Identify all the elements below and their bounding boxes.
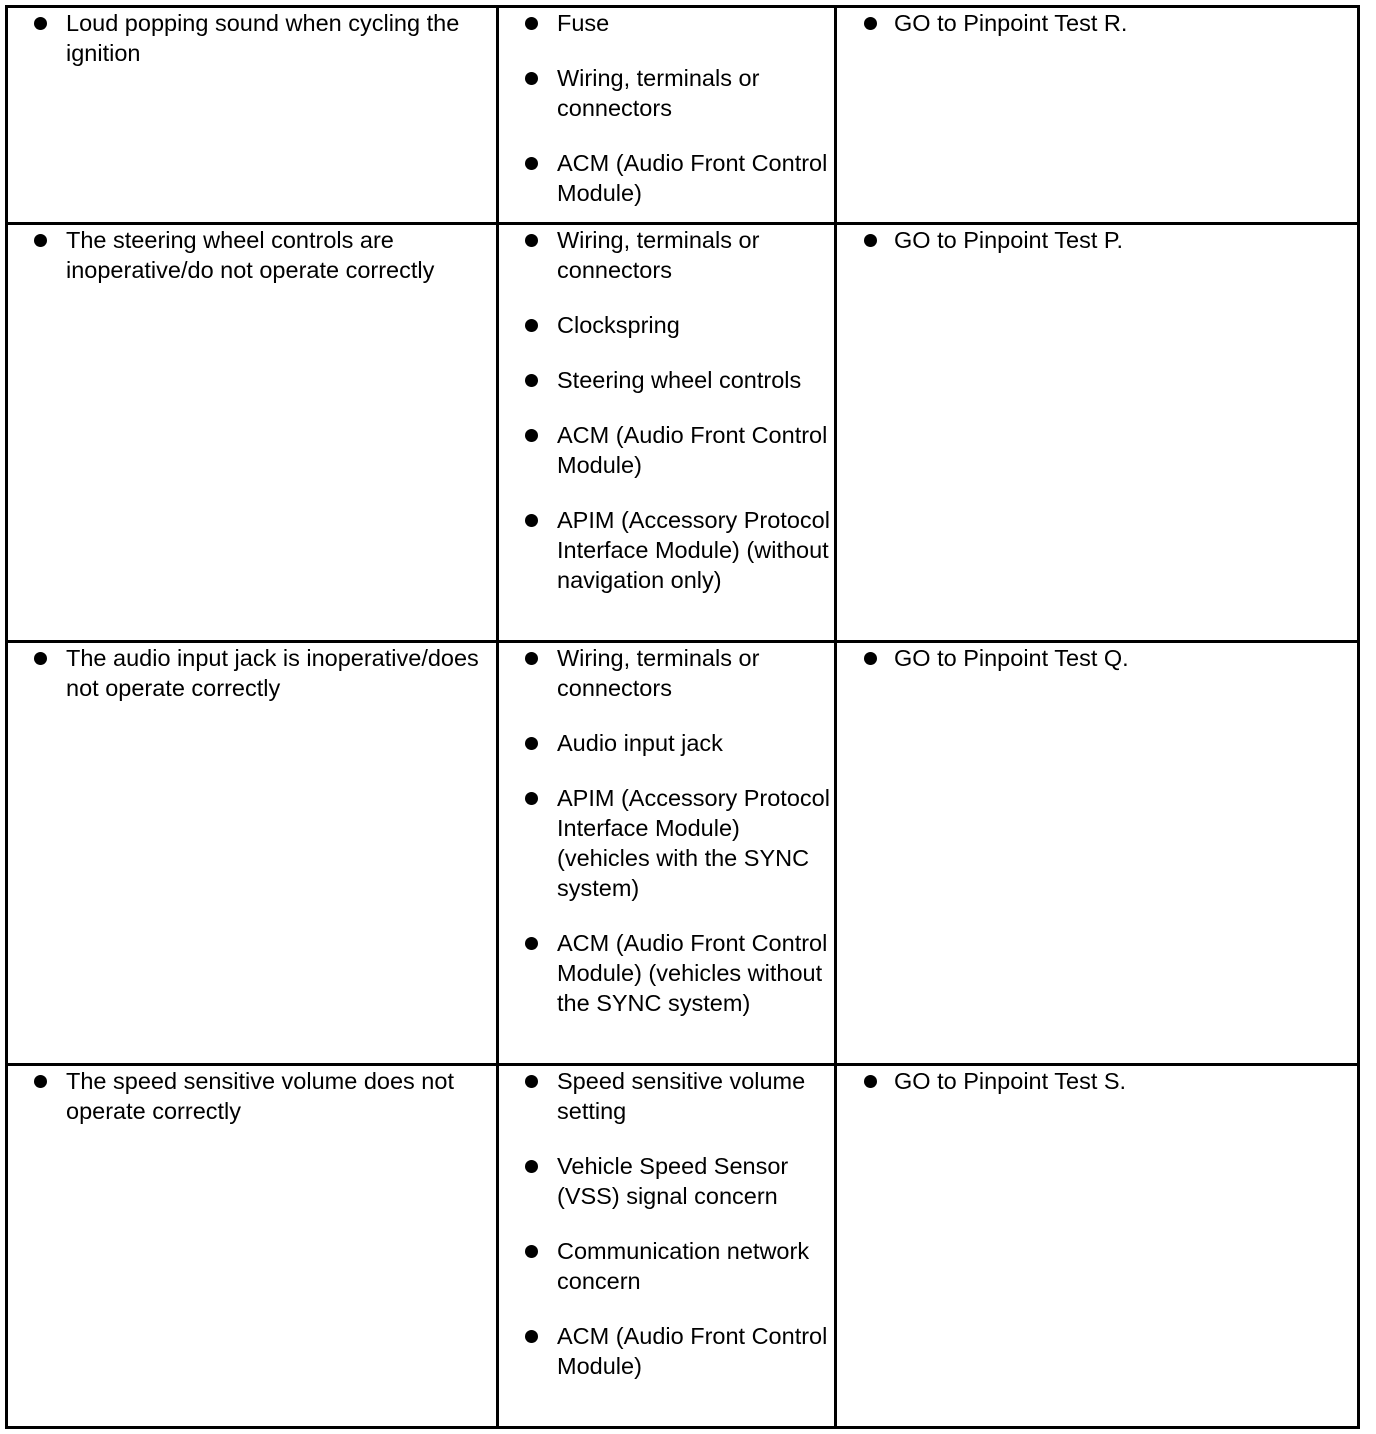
action-cell [836, 7, 1359, 224]
cause-text: ACM (Audio Front Control Module) [557, 1323, 828, 1379]
bullet-icon [525, 1160, 538, 1173]
bullet-icon [864, 1075, 877, 1088]
cause-text: Audio input jack [557, 730, 723, 756]
bullet-icon [525, 72, 538, 85]
bullet-icon [525, 1330, 538, 1343]
bullet-icon [525, 1245, 538, 1258]
cause-item [499, 1321, 834, 1381]
symptom-text: The audio input jack is inoperative/does not operate correctly [66, 645, 479, 701]
cause-text: Wiring, terminals or connectors [557, 227, 760, 283]
cause-item [499, 728, 834, 758]
cause-item [499, 1236, 834, 1296]
bullet-icon [525, 737, 538, 750]
bullet-icon [525, 157, 538, 170]
cause-text: Clockspring [557, 312, 680, 338]
action-cell [836, 1065, 1359, 1428]
cause-item [499, 225, 834, 285]
bullet-icon [525, 17, 538, 30]
cause-item [499, 8, 834, 38]
bullet-icon [34, 234, 47, 247]
bullet-icon [525, 234, 538, 247]
cause-text: Wiring, terminals or connectors [557, 65, 760, 121]
table-row [7, 1065, 1359, 1428]
bullet-icon [864, 234, 877, 247]
cause-cell [498, 224, 836, 642]
bullet-icon [525, 937, 538, 950]
bullet-icon [864, 652, 877, 665]
bullet-icon [525, 792, 538, 805]
table-row [7, 7, 1359, 224]
action-item [837, 225, 1357, 255]
cause-text: Communication network concern [557, 1238, 810, 1294]
cause-item [499, 148, 834, 208]
cause-cell [498, 1065, 836, 1428]
cause-item [499, 505, 834, 595]
cause-text: Wiring, terminals or connectors [557, 645, 760, 701]
symptom-cell [7, 1065, 498, 1428]
bullet-icon [525, 652, 538, 665]
cause-text: APIM (Accessory Protocol Interface Module) (without navigation only) [557, 507, 830, 593]
cause-item [499, 1066, 834, 1126]
cause-item [499, 783, 834, 903]
cause-cell [498, 642, 836, 1065]
bullet-icon [34, 1075, 47, 1088]
cause-cell [498, 7, 836, 224]
action-text: GO to Pinpoint Test P. [894, 227, 1124, 253]
bullet-icon [864, 17, 877, 30]
cause-item [499, 928, 834, 1018]
symptom-item [8, 225, 496, 285]
cause-item [499, 63, 834, 123]
symptom-text: The steering wheel controls are inoperative/do not operate correctly [66, 227, 435, 283]
action-cell [836, 224, 1359, 642]
cause-text: Fuse [557, 10, 610, 36]
symptom-cell [7, 224, 498, 642]
action-item [837, 8, 1357, 38]
bullet-icon [34, 17, 47, 30]
action-item [837, 1066, 1357, 1096]
action-text: GO to Pinpoint Test Q. [894, 645, 1129, 671]
cause-item [499, 1151, 834, 1211]
symptom-item [8, 643, 496, 703]
bullet-icon [525, 319, 538, 332]
symptom-text: Loud popping sound when cycling the ignition [66, 10, 460, 66]
cause-text: ACM (Audio Front Control Module) (vehicles without the SYNC system) [557, 930, 828, 1016]
cause-text: Speed sensitive volume setting [557, 1068, 806, 1124]
action-item [837, 643, 1357, 673]
symptom-item [8, 8, 496, 68]
cause-item [499, 310, 834, 340]
symptom-item [8, 1066, 496, 1126]
cause-text: Steering wheel controls [557, 367, 802, 393]
bullet-icon [525, 514, 538, 527]
symptom-cell [7, 7, 498, 224]
cause-text: APIM (Accessory Protocol Interface Module) (vehicles with the SYNC system) [557, 785, 830, 901]
action-text: GO to Pinpoint Test R. [894, 10, 1128, 36]
symptom-text: The speed sensitive volume does not operate correctly [66, 1068, 454, 1124]
action-cell [836, 642, 1359, 1065]
symptom-cell [7, 642, 498, 1065]
bullet-icon [525, 374, 538, 387]
cause-text: ACM (Audio Front Control Module) [557, 150, 828, 206]
action-text: GO to Pinpoint Test S. [894, 1068, 1127, 1094]
cause-text: ACM (Audio Front Control Module) [557, 422, 828, 478]
symptom-chart-table [5, 5, 1360, 1429]
cause-item [499, 643, 834, 703]
cause-item [499, 365, 834, 395]
table-row [7, 224, 1359, 642]
cause-text: Vehicle Speed Sensor (VSS) signal concern [557, 1153, 789, 1209]
table-row [7, 642, 1359, 1065]
bullet-icon [525, 429, 538, 442]
bullet-icon [34, 652, 47, 665]
bullet-icon [525, 1075, 538, 1088]
cause-item [499, 420, 834, 480]
